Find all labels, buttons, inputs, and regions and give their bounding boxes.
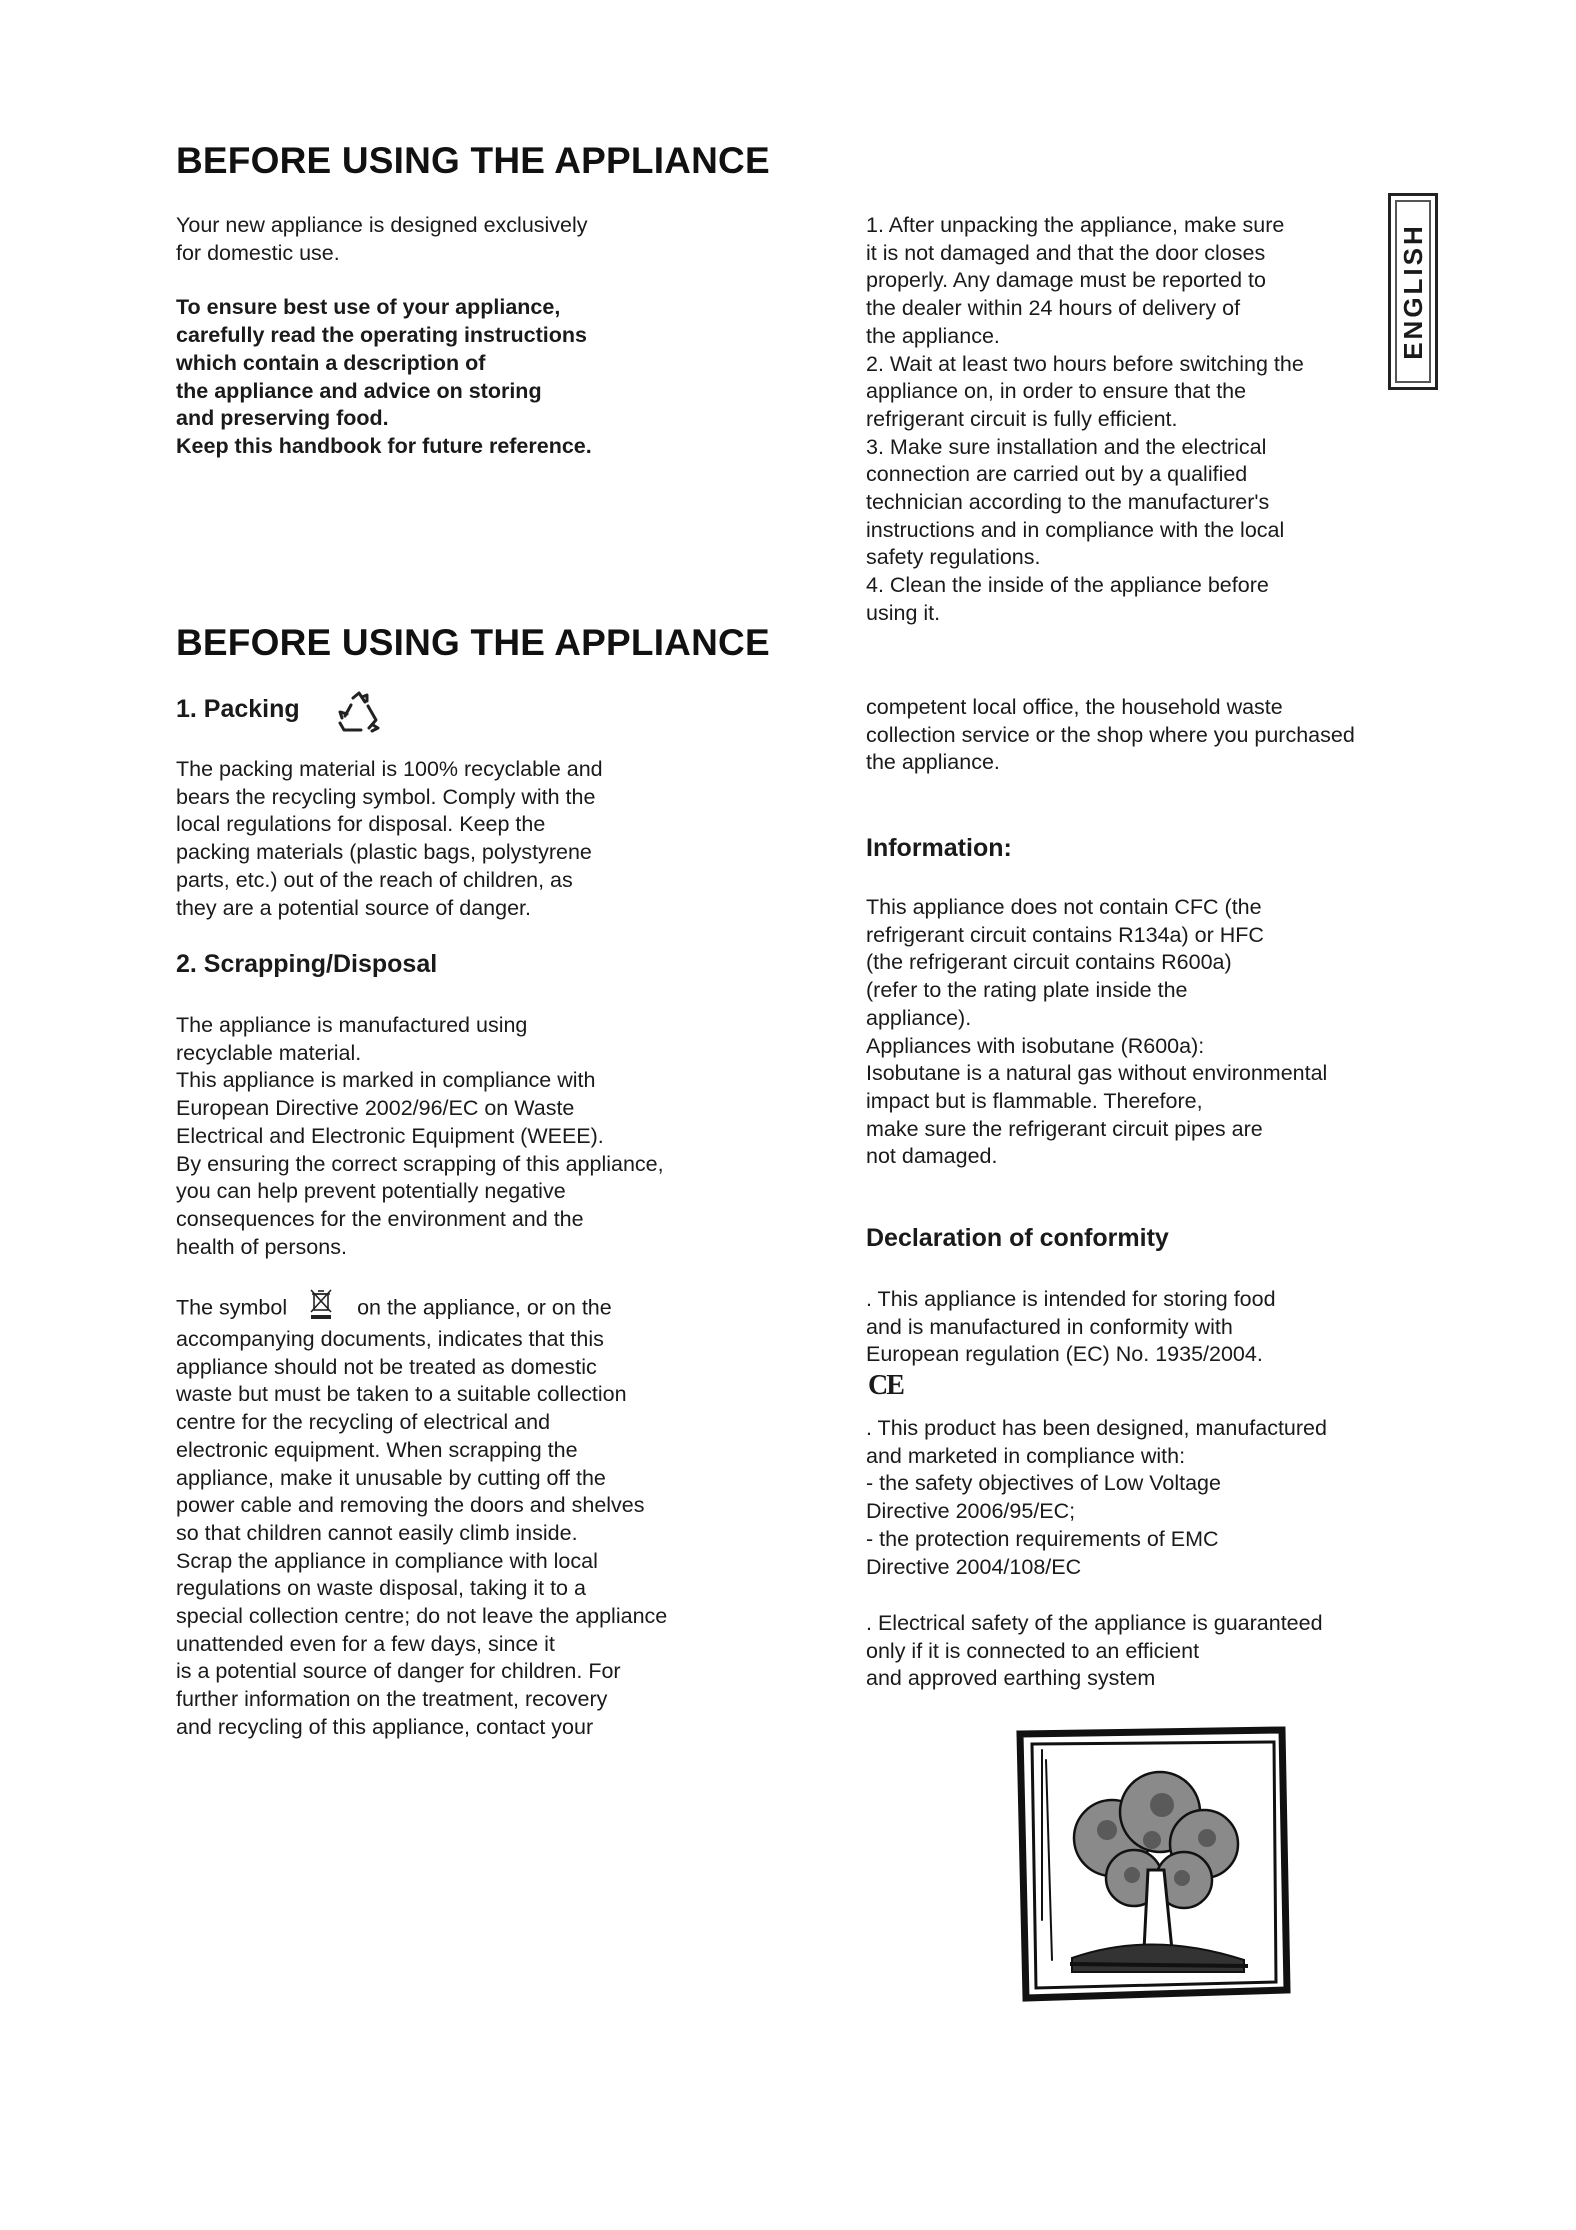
continuation-line: the appliance. — [866, 750, 1000, 775]
instruction-line: the appliance and advice on storing — [176, 378, 542, 403]
packing-line: parts, etc.) out of the reach of children, as — [176, 867, 573, 892]
step-line: using it. — [866, 600, 941, 625]
declaration-line: and approved earthing system — [866, 1666, 1156, 1691]
scrapping-line: This appliance is marked in compliance with — [176, 1068, 596, 1093]
scrapping-line: and recycling of this appliance, contact your — [176, 1714, 594, 1739]
recycling-symbol-icon — [334, 690, 384, 734]
scrapping-line: special collection centre; do not leave the appliance — [176, 1604, 668, 1629]
scrapping-line: regulations on waste disposal, taking it to a — [176, 1576, 586, 1601]
declaration-text-b — [866, 1415, 1327, 1581]
information-title: Information: — [866, 834, 1012, 862]
packing-line: they are a potential source of danger. — [176, 895, 531, 920]
language-tab — [1388, 193, 1438, 390]
instruction-line: To ensure best use of your appliance, — [176, 295, 561, 320]
packing-line: packing materials (plastic bags, polystyrene — [176, 840, 592, 865]
declaration-line: Directive 2006/95/EC; — [866, 1499, 1076, 1524]
intro-line: for domestic use. — [176, 240, 340, 265]
step-line: 3. Make sure installation and the electrical — [866, 434, 1267, 459]
step-line: safety regulations. — [866, 545, 1041, 570]
declaration-line: - the protection requirements of EMC — [866, 1526, 1219, 1551]
crossed-out-bin-icon — [303, 1286, 339, 1320]
intro-line: Your new appliance is designed exclusively — [176, 213, 588, 237]
unpacking-steps — [866, 212, 1304, 628]
declaration-text-a — [866, 1286, 1276, 1369]
continuation-line: collection service or the shop where you purchased — [866, 722, 1355, 747]
information-line: (refer to the rating plate inside the — [866, 978, 1188, 1003]
scrapping-line: you can help prevent potentially negative — [176, 1179, 566, 1204]
scrapping-line: accompanying documents, indicates that this — [176, 1327, 604, 1351]
declaration-line: only if it is connected to an efficient — [866, 1638, 1200, 1663]
declaration-line: European regulation (EC) No. 1935/2004. — [866, 1342, 1263, 1367]
step-line: connection are carried out by a qualified — [866, 462, 1248, 487]
information-line: make sure the refrigerant circuit pipes are — [866, 1116, 1263, 1141]
step-line: appliance on, in order to ensure that the — [866, 379, 1247, 404]
declaration-text-c — [866, 1610, 1323, 1693]
declaration-line: and is manufactured in conformity with — [866, 1314, 1233, 1339]
scrapping-line: centre for the recycling of electrical and — [176, 1410, 551, 1435]
scrapping-line: The appliance is manufactured using — [176, 1013, 528, 1037]
tree-eco-label-icon — [1012, 1720, 1292, 2010]
declaration-line: - the safety objectives of Low Voltage — [866, 1471, 1221, 1496]
step-line: 1. After unpacking the appliance, make sure — [866, 213, 1285, 237]
scrapping-line: so that children cannot easily climb inside. — [176, 1520, 578, 1545]
packing-line: bears the recycling symbol. Comply with the — [176, 784, 596, 809]
scrapping-line: consequences for the environment and the — [176, 1206, 584, 1231]
information-line: not damaged. — [866, 1144, 998, 1169]
information-line: Appliances with isobutane (R600a): — [866, 1033, 1205, 1058]
information-text — [866, 894, 1327, 1171]
declaration-line: . Electrical safety of the appliance is guaranteed — [866, 1611, 1323, 1635]
scrapping-line: Electrical and Electronic Equipment (WEEE). — [176, 1123, 604, 1148]
information-line: This appliance does not contain CFC (the — [866, 895, 1262, 919]
scrapping-line: appliance, make it unusable by cutting off the — [176, 1465, 606, 1490]
instruction-line: carefully read the operating instructions — [176, 323, 587, 348]
step-line: the appliance. — [866, 323, 1000, 348]
section-heading-top: BEFORE USING THE APPLIANCE — [176, 140, 770, 181]
step-line: the dealer within 24 hours of delivery of — [866, 296, 1241, 321]
continuation-text — [866, 694, 1355, 777]
scrapping-line: By ensuring the correct scrapping of this appliance, — [176, 1151, 664, 1176]
information-line: refrigerant circuit contains R134a) or HFC — [866, 922, 1264, 947]
language-label: ENGLISH — [1397, 223, 1428, 360]
step-line: instructions and in compliance with the local — [866, 517, 1285, 542]
information-line: appliance). — [866, 1005, 972, 1030]
packing-title: 1. Packing — [176, 695, 300, 723]
scrapping-line: further information on the treatment, recovery — [176, 1687, 608, 1712]
declaration-title: Declaration of conformity — [866, 1224, 1169, 1252]
scrapping-line: waste but must be taken to a suitable collection — [176, 1382, 627, 1407]
step-line: it is not damaged and that the door closes — [866, 240, 1266, 265]
scrapping-text-b — [176, 1292, 667, 1742]
scrapping-line: European Directive 2002/96/EC on Waste — [176, 1096, 575, 1121]
information-line: Isobutane is a natural gas without environmental — [866, 1061, 1328, 1086]
declaration-line: Directive 2004/108/EC — [866, 1554, 1082, 1579]
scrapping-title: 2. Scrapping/Disposal — [176, 950, 438, 978]
step-line: properly. Any damage must be reported to — [866, 268, 1266, 293]
packing-text — [176, 756, 603, 922]
step-line: refrigerant circuit is fully efficient. — [866, 406, 1178, 431]
scrapping-line: Scrap the appliance in compliance with local — [176, 1548, 598, 1573]
declaration-line: . This product has been designed, manufactured — [866, 1416, 1327, 1440]
symbol-line: The symbol on the appliance, or on the — [176, 1292, 667, 1326]
scrapping-line: appliance should not be treated as domestic — [176, 1354, 597, 1379]
information-line: (the refrigerant circuit contains R600a) — [866, 950, 1232, 975]
declaration-line: and marketed in compliance with: — [866, 1443, 1186, 1468]
scrapping-line: power cable and removing the doors and shelves — [176, 1493, 645, 1518]
continuation-line: competent local office, the household waste — [866, 695, 1283, 719]
scrapping-line: is a potential source of danger for children. For — [176, 1659, 621, 1684]
step-line: 2. Wait at least two hours before switching the — [866, 351, 1304, 376]
intro-text — [176, 212, 592, 461]
packing-line: The packing material is 100% recyclable and — [176, 757, 603, 781]
scrapping-line: electronic equipment. When scrapping the — [176, 1437, 578, 1462]
information-line: impact but is flammable. Therefore, — [866, 1088, 1203, 1113]
scrapping-text-a — [176, 1012, 664, 1261]
scrapping-line: recyclable material. — [176, 1040, 362, 1065]
section-heading-second: BEFORE USING THE APPLIANCE — [176, 622, 770, 663]
instruction-line: and preserving food. — [176, 406, 389, 431]
instruction-line: Keep this handbook for future reference. — [176, 433, 592, 458]
scrapping-line: health of persons. — [176, 1234, 347, 1259]
step-line: technician according to the manufacturer's — [866, 490, 1270, 515]
instruction-line: which contain a description of — [176, 350, 486, 375]
scrapping-line: unattended even for a few days, since it — [176, 1631, 555, 1656]
step-line: 4. Clean the inside of the appliance before — [866, 573, 1269, 598]
declaration-line: . This appliance is intended for storing food — [866, 1287, 1276, 1311]
packing-line: local regulations for disposal. Keep the — [176, 812, 546, 837]
ce-mark: CE — [868, 1370, 903, 1401]
